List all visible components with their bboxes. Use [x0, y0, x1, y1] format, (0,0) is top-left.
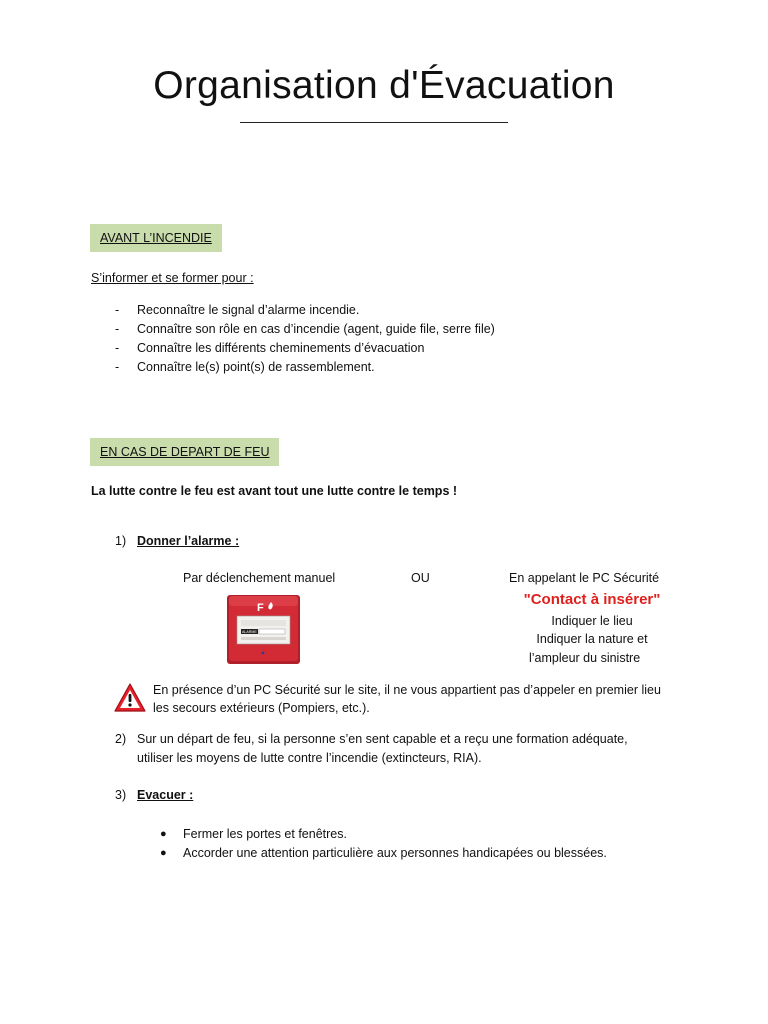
list-item: - Connaître le(s) point(s) de rassemblement. [115, 360, 375, 374]
alarm-letter: F [257, 602, 264, 614]
list-item: ● Accorder une attention particulière aux personnes handicapées ou blessées. [160, 844, 720, 863]
page-title: Organisation d'Évacuation [153, 64, 615, 107]
call-detail-location: Indiquer le lieu [551, 614, 633, 628]
alarm-label: ALARME [242, 630, 257, 634]
title-underline [240, 122, 508, 123]
warning-text-line-1: En présence d’un PC Sécurité sur le site, il ne vous appartient pas d’appeler en premier lieu [153, 683, 661, 697]
section-tag-before-fire: AVANT L’INCENDIE [90, 224, 222, 252]
step2-text-line-2: utiliser les moyens de lutte contre l’incendie (extincteurs, RIA). [137, 751, 482, 765]
contact-placeholder: "Contact à insérer" [523, 591, 661, 608]
list-item: - Connaître son rôle en cas d’incendie (agent, guide file, serre file) [115, 322, 495, 336]
section-tag-fire-start: EN CAS DE DEPART DE FEU [90, 438, 279, 466]
evacuate-list [160, 825, 720, 863]
step3-number: 3) [115, 788, 127, 802]
warning-text-line-2: les secours extérieurs (Pompiers, etc.). [153, 701, 370, 715]
step2-number: 2) [115, 732, 127, 746]
step1-label: Donner l’alarme : [137, 534, 240, 548]
alarm-or-text: OU [411, 571, 430, 585]
call-detail-extent: l’ampleur du sinistre [529, 651, 641, 665]
alarm-call-text: En appelant le PC Sécurité [509, 571, 660, 585]
fire-start-lead: La lutte contre le feu est avant tout une lutte contre le temps ! [91, 484, 458, 498]
alarm-manual-text: Par déclenchement manuel [183, 571, 336, 585]
call-detail-nature: Indiquer la nature et [536, 632, 648, 646]
list-item: - Connaître les différents cheminements d’évacuation [115, 341, 425, 355]
bullet-icon: ● [160, 847, 167, 859]
before-fire-intro: S’informer et se former pour : [91, 271, 254, 285]
step3-label: Evacuer : [137, 788, 194, 802]
step1-number: 1) [115, 534, 127, 548]
warning-triangle-icon [113, 682, 147, 714]
list-item: - Reconnaître le signal d’alarme incendie. [115, 303, 360, 317]
bullet-icon: ● [160, 828, 167, 840]
fire-alarm-call-point-icon [226, 593, 302, 665]
step2-text-line-1: Sur un départ de feu, si la personne s’en sent capable et a reçu une formation adéquate, [137, 732, 628, 746]
list-item: ● Fermer les portes et fenêtres. [160, 825, 720, 844]
before-fire-list [115, 301, 715, 377]
